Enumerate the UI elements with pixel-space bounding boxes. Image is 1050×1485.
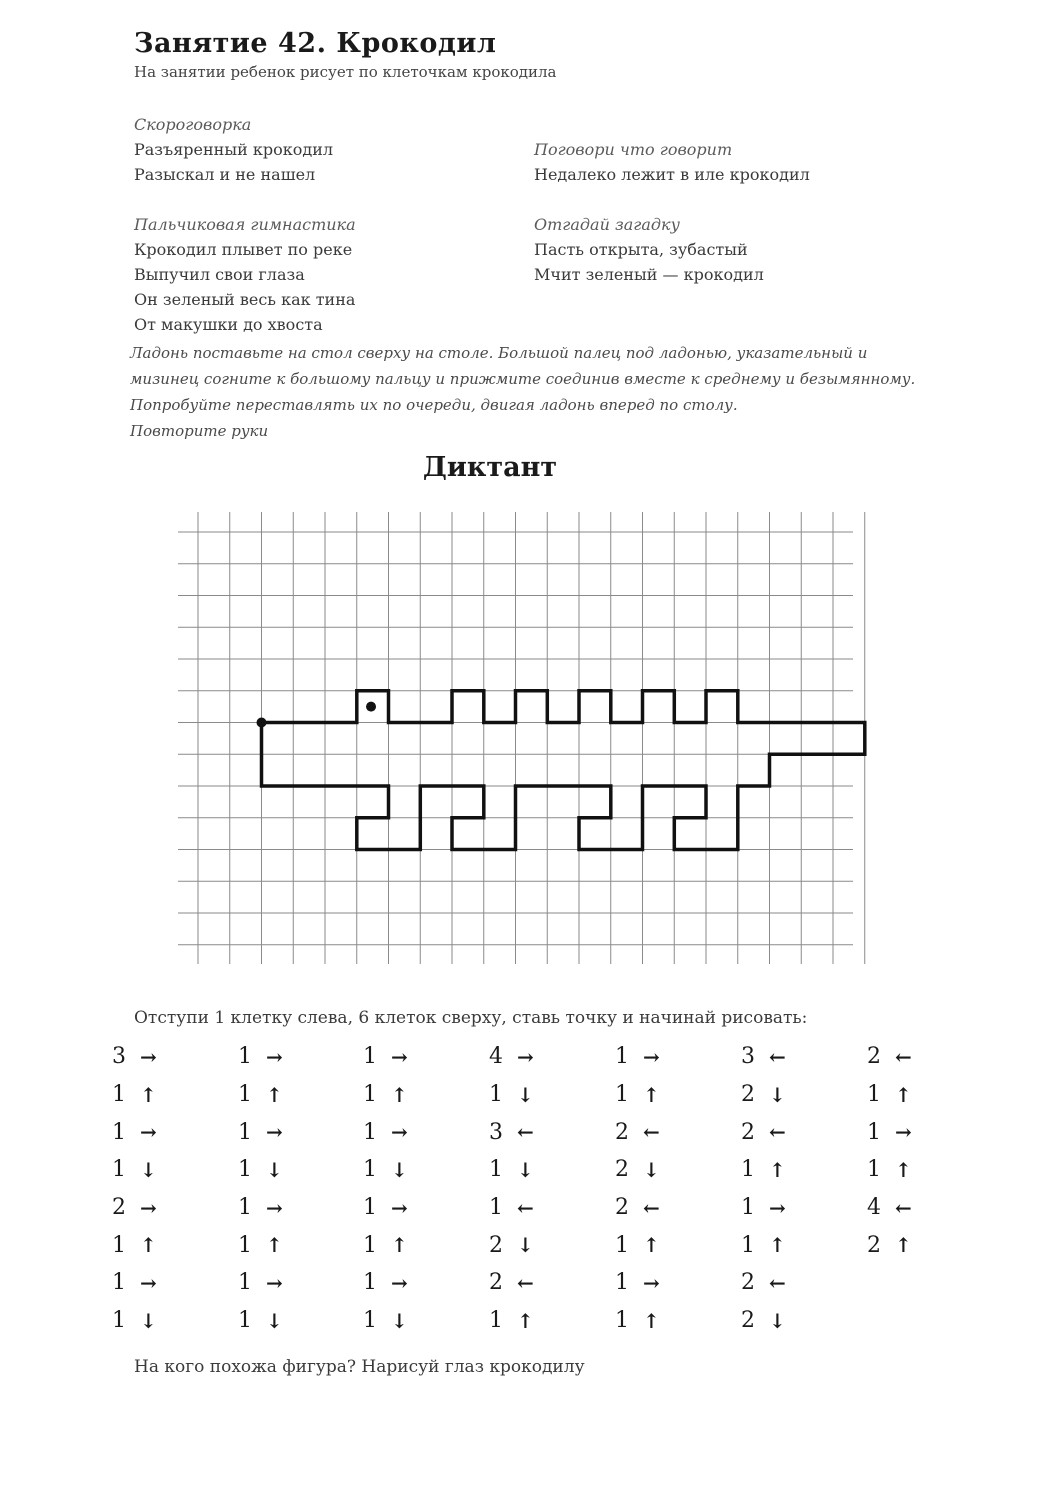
command-column xyxy=(363,1038,453,1340)
direction-arrow-icon: → xyxy=(517,1044,534,1069)
direction-arrow-icon: ↑ xyxy=(895,1233,912,1258)
direction-arrow-icon: ↓ xyxy=(391,1308,408,1333)
command-step xyxy=(615,1151,705,1189)
step-count: 2 xyxy=(615,1195,629,1221)
direction-arrow-icon: ↓ xyxy=(266,1157,283,1182)
finger-gym-header: Пальчиковая гимнастика xyxy=(134,215,356,234)
step-count: 1 xyxy=(615,1308,629,1334)
tongue-twister-line: Разъяренный крокодил xyxy=(134,140,334,159)
command-step xyxy=(615,1264,705,1302)
step-count: 1 xyxy=(363,1157,377,1183)
riddle-header: Отгадай загадку xyxy=(534,215,680,234)
crocodile-outline xyxy=(262,691,865,850)
step-count: 1 xyxy=(363,1195,377,1221)
direction-arrow-icon: → xyxy=(140,1120,157,1145)
crocodile-eye xyxy=(366,702,376,712)
step-count: 1 xyxy=(112,1308,126,1334)
step-count: 1 xyxy=(615,1232,629,1258)
step-count: 2 xyxy=(867,1044,881,1070)
dictation-task: Отступи 1 клетку слева, 6 клеток сверху, ставь точку и начинай рисовать: xyxy=(134,1008,808,1028)
command-step xyxy=(238,1038,328,1076)
direction-arrow-icon: ↑ xyxy=(643,1233,660,1258)
command-column xyxy=(112,1038,202,1340)
command-column xyxy=(867,1038,957,1264)
direction-arrow-icon: ← xyxy=(769,1044,786,1069)
step-count: 2 xyxy=(867,1232,881,1258)
command-step xyxy=(112,1151,202,1189)
direction-arrow-icon: ← xyxy=(769,1270,786,1295)
speech-header: Поговори что говорит xyxy=(534,140,733,159)
direction-arrow-icon: ← xyxy=(517,1195,534,1220)
step-count: 2 xyxy=(615,1119,629,1145)
command-step xyxy=(489,1302,579,1340)
command-step xyxy=(489,1151,579,1189)
direction-arrow-icon: ↓ xyxy=(140,1157,157,1182)
command-column xyxy=(238,1038,328,1340)
command-step xyxy=(615,1189,705,1227)
lesson-subtitle: На занятии ребенок рисует по клеточкам крокодила xyxy=(134,63,557,81)
direction-arrow-icon: → xyxy=(895,1120,912,1145)
command-step xyxy=(489,1189,579,1227)
instruction-line: Попробуйте переставлять их по очереди, двигая ладонь вперед по столу. xyxy=(130,396,738,414)
step-count: 1 xyxy=(112,1157,126,1183)
step-count: 1 xyxy=(489,1195,503,1221)
step-count: 1 xyxy=(363,1119,377,1145)
command-step xyxy=(112,1076,202,1114)
direction-arrow-icon: → xyxy=(391,1195,408,1220)
riddle-line: Пасть открыта, зубастый xyxy=(534,240,748,259)
direction-arrow-icon: → xyxy=(140,1044,157,1069)
command-step xyxy=(867,1113,957,1151)
step-count: 1 xyxy=(238,1119,252,1145)
tongue-twister-line: Разыскал и не нашел xyxy=(134,165,316,184)
direction-arrow-icon: ↑ xyxy=(643,1308,660,1333)
direction-arrow-icon: ← xyxy=(517,1120,534,1145)
speech-line: Недалеко лежит в иле крокодил xyxy=(534,165,810,184)
step-count: 1 xyxy=(238,1157,252,1183)
step-count: 1 xyxy=(867,1157,881,1183)
instruction-line: мизинец согните к большому пальцу и прижмите соединив вместе к среднему и безымянному. xyxy=(130,370,916,388)
step-count: 1 xyxy=(615,1082,629,1108)
direction-arrow-icon: ↑ xyxy=(391,1233,408,1258)
step-count: 1 xyxy=(867,1119,881,1145)
step-count: 1 xyxy=(112,1119,126,1145)
command-step xyxy=(238,1113,328,1151)
direction-arrow-icon: → xyxy=(643,1270,660,1295)
command-step xyxy=(238,1151,328,1189)
command-column xyxy=(489,1038,579,1340)
command-step xyxy=(112,1189,202,1227)
lesson-title: Занятие 42. Крокодил xyxy=(134,28,497,59)
step-count: 1 xyxy=(238,1044,252,1070)
direction-arrow-icon: → xyxy=(391,1270,408,1295)
command-step xyxy=(615,1076,705,1114)
direction-arrow-icon: ↓ xyxy=(517,1233,534,1258)
step-count: 1 xyxy=(741,1157,755,1183)
direction-arrow-icon: ↓ xyxy=(140,1308,157,1333)
command-step xyxy=(741,1038,831,1076)
command-step xyxy=(238,1264,328,1302)
direction-arrow-icon: → xyxy=(266,1120,283,1145)
step-count: 1 xyxy=(238,1232,252,1258)
command-step xyxy=(238,1226,328,1264)
step-count: 1 xyxy=(112,1270,126,1296)
step-count: 2 xyxy=(741,1270,755,1296)
command-step xyxy=(363,1189,453,1227)
direction-arrow-icon: ↓ xyxy=(391,1157,408,1182)
step-count: 3 xyxy=(112,1044,126,1070)
instruction-line: Повторите руки xyxy=(130,422,269,440)
direction-arrow-icon: ← xyxy=(517,1270,534,1295)
step-count: 1 xyxy=(112,1232,126,1258)
command-step xyxy=(363,1113,453,1151)
step-count: 1 xyxy=(363,1082,377,1108)
step-count: 1 xyxy=(238,1308,252,1334)
command-step xyxy=(867,1226,957,1264)
direction-arrow-icon: → xyxy=(266,1270,283,1295)
command-step xyxy=(238,1076,328,1114)
direction-arrow-icon: ↓ xyxy=(643,1157,660,1182)
command-step xyxy=(741,1151,831,1189)
direction-arrow-icon: → xyxy=(391,1120,408,1145)
direction-arrow-icon: ↑ xyxy=(895,1082,912,1107)
command-step xyxy=(112,1113,202,1151)
direction-arrow-icon: ↓ xyxy=(769,1308,786,1333)
direction-arrow-icon: ↑ xyxy=(517,1308,534,1333)
dictation-question: На кого похожа фигура? Нарисуй глаз крокодилу xyxy=(134,1357,585,1377)
direction-arrow-icon: ↑ xyxy=(140,1082,157,1107)
command-step xyxy=(615,1226,705,1264)
command-step xyxy=(741,1189,831,1227)
command-step xyxy=(615,1302,705,1340)
direction-arrow-icon: ← xyxy=(769,1120,786,1145)
direction-arrow-icon: → xyxy=(643,1044,660,1069)
direction-arrow-icon: ↓ xyxy=(266,1308,283,1333)
command-column xyxy=(741,1038,831,1340)
direction-arrow-icon: ↓ xyxy=(769,1082,786,1107)
step-count: 1 xyxy=(615,1044,629,1070)
direction-arrow-icon: ← xyxy=(895,1195,912,1220)
step-count: 2 xyxy=(615,1157,629,1183)
poem-line: Выпучил свои глаза xyxy=(134,265,305,284)
step-count: 2 xyxy=(741,1308,755,1334)
command-step xyxy=(238,1302,328,1340)
command-step xyxy=(112,1264,202,1302)
riddle-line: Мчит зеленый — крокодил xyxy=(534,265,764,284)
direction-arrow-icon: ↑ xyxy=(643,1082,660,1107)
step-count: 3 xyxy=(489,1119,503,1145)
poem-line: Он зеленый весь как тина xyxy=(134,290,356,309)
step-count: 1 xyxy=(489,1308,503,1334)
command-step xyxy=(741,1076,831,1114)
direction-arrow-icon: ↓ xyxy=(517,1157,534,1182)
step-count: 2 xyxy=(489,1232,503,1258)
command-step xyxy=(741,1302,831,1340)
command-step xyxy=(363,1038,453,1076)
command-step xyxy=(489,1076,579,1114)
step-count: 1 xyxy=(112,1082,126,1108)
step-count: 4 xyxy=(867,1195,881,1221)
poem-line: Крокодил плывет по реке xyxy=(134,240,353,259)
step-count: 2 xyxy=(741,1082,755,1108)
step-count: 3 xyxy=(741,1044,755,1070)
direction-arrow-icon: ← xyxy=(643,1120,660,1145)
step-count: 1 xyxy=(238,1270,252,1296)
command-step xyxy=(867,1076,957,1114)
step-count: 4 xyxy=(489,1044,503,1070)
direction-arrow-icon: ↑ xyxy=(769,1157,786,1182)
direction-arrow-icon: ↑ xyxy=(769,1233,786,1258)
direction-arrow-icon: → xyxy=(391,1044,408,1069)
step-count: 1 xyxy=(363,1270,377,1296)
direction-arrow-icon: → xyxy=(266,1044,283,1069)
command-step xyxy=(363,1076,453,1114)
step-count: 1 xyxy=(363,1232,377,1258)
dictation-heading: Диктант xyxy=(422,452,558,483)
command-step xyxy=(112,1226,202,1264)
direction-arrow-icon: → xyxy=(140,1270,157,1295)
step-count: 1 xyxy=(238,1195,252,1221)
step-count: 1 xyxy=(489,1082,503,1108)
command-step xyxy=(741,1113,831,1151)
command-step xyxy=(489,1038,579,1076)
command-column xyxy=(615,1038,705,1340)
command-step xyxy=(238,1189,328,1227)
step-count: 1 xyxy=(238,1082,252,1108)
step-count: 2 xyxy=(112,1195,126,1221)
command-step xyxy=(741,1226,831,1264)
command-step xyxy=(489,1226,579,1264)
command-step xyxy=(867,1189,957,1227)
direction-arrow-icon: ↓ xyxy=(517,1082,534,1107)
command-step xyxy=(363,1264,453,1302)
step-count: 1 xyxy=(363,1308,377,1334)
start-dot xyxy=(257,718,267,728)
direction-arrow-icon: → xyxy=(769,1195,786,1220)
poem-line: От макушки до хвоста xyxy=(134,315,323,334)
command-step xyxy=(112,1038,202,1076)
step-count: 1 xyxy=(741,1195,755,1221)
direction-arrow-icon: ↑ xyxy=(266,1233,283,1258)
step-count: 1 xyxy=(741,1232,755,1258)
direction-arrow-icon: → xyxy=(266,1195,283,1220)
direction-arrow-icon: ← xyxy=(643,1195,660,1220)
command-step xyxy=(741,1264,831,1302)
command-step xyxy=(867,1038,957,1076)
command-step xyxy=(112,1302,202,1340)
command-step xyxy=(867,1151,957,1189)
command-step xyxy=(363,1302,453,1340)
tongue-twister-header: Скороговорка xyxy=(134,115,252,134)
direction-arrow-icon: ↑ xyxy=(140,1233,157,1258)
command-step xyxy=(615,1113,705,1151)
command-step xyxy=(489,1264,579,1302)
command-step xyxy=(363,1151,453,1189)
instruction-line: Ладонь поставьте на стол сверху на столе. Большой палец под ладонью, указательный и xyxy=(130,344,868,362)
direction-arrow-icon: → xyxy=(140,1195,157,1220)
step-count: 1 xyxy=(867,1082,881,1108)
step-count: 2 xyxy=(489,1270,503,1296)
command-step xyxy=(489,1113,579,1151)
step-count: 1 xyxy=(363,1044,377,1070)
direction-arrow-icon: ↑ xyxy=(895,1157,912,1182)
command-step xyxy=(363,1226,453,1264)
step-count: 1 xyxy=(615,1270,629,1296)
step-count: 1 xyxy=(489,1157,503,1183)
command-step xyxy=(615,1038,705,1076)
direction-arrow-icon: ↑ xyxy=(266,1082,283,1107)
step-count: 2 xyxy=(741,1119,755,1145)
direction-arrow-icon: ← xyxy=(895,1044,912,1069)
direction-arrow-icon: ↑ xyxy=(391,1082,408,1107)
